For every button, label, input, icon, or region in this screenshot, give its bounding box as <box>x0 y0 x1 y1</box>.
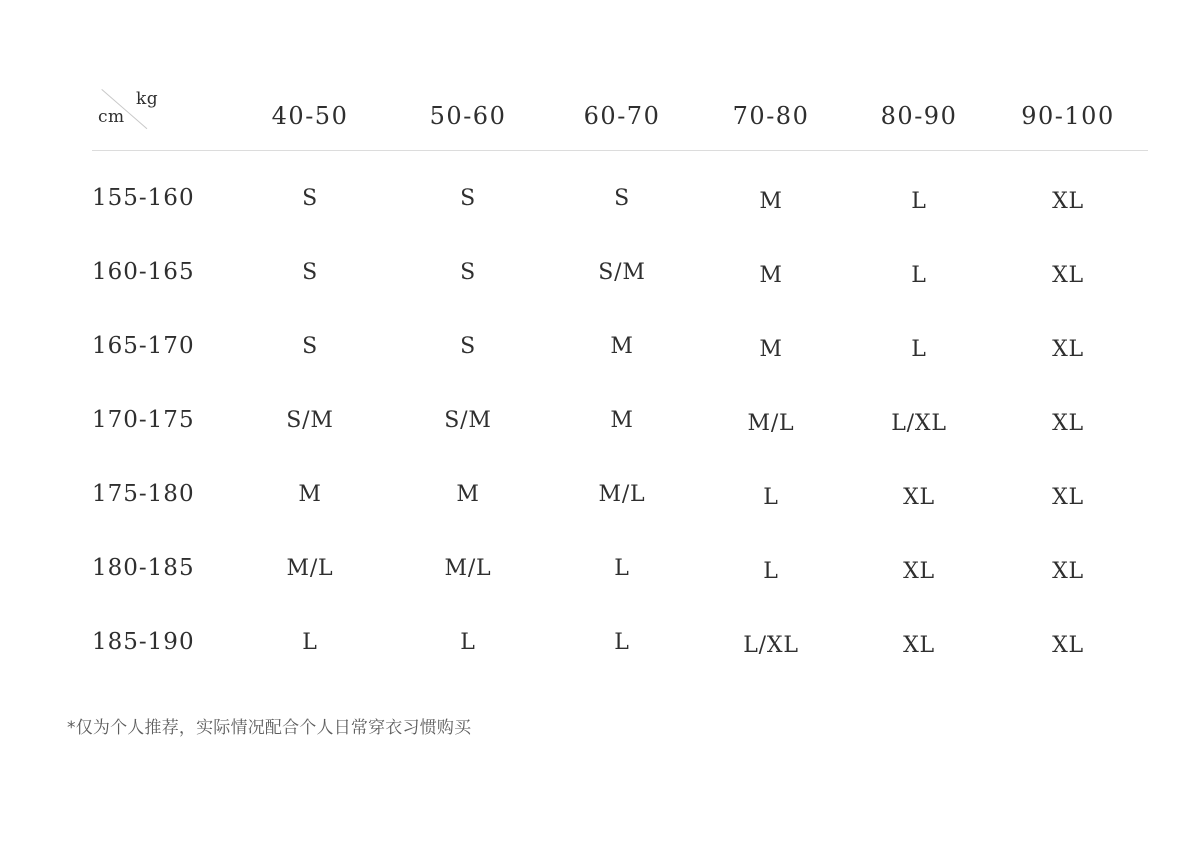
height-range-label: 160-165 <box>92 259 195 285</box>
size-cell: XL <box>903 633 935 658</box>
size-cell: L <box>911 189 927 214</box>
size-cell: XL <box>1052 559 1084 584</box>
recommendation-footnote: *仅为个人推荐，实际情况配合个人日常穿衣习惯购买 <box>67 718 472 738</box>
size-cell: XL <box>1052 411 1084 436</box>
table-row <box>92 535 1148 609</box>
weight-range-header: 60-70 <box>583 102 661 130</box>
table-header-row <box>92 74 1148 151</box>
size-cell: XL <box>1052 485 1084 510</box>
weight-range-header: 70-80 <box>732 102 810 130</box>
size-cell: M/L <box>598 482 646 507</box>
table-row <box>92 609 1148 683</box>
size-cell: M/L <box>444 556 492 581</box>
size-cell: S/M <box>444 408 492 433</box>
weight-range-header: 90-100 <box>1021 102 1115 130</box>
weight-range-header: 80-90 <box>880 102 958 130</box>
height-range-label: 165-170 <box>92 333 195 359</box>
size-cell: L <box>614 556 630 581</box>
size-cell: M <box>610 334 634 359</box>
size-cell: XL <box>903 559 935 584</box>
size-cell: L <box>763 559 779 584</box>
size-cell: S <box>302 260 318 285</box>
size-cell: M <box>610 408 634 433</box>
size-cell: XL <box>1052 633 1084 658</box>
size-cell: S <box>302 334 318 359</box>
size-cell: M/L <box>286 556 334 581</box>
size-cell: L <box>911 337 927 362</box>
size-cell: L/XL <box>743 633 799 658</box>
table-row <box>92 239 1148 313</box>
size-cell: S <box>460 334 476 359</box>
size-cell: S <box>614 186 630 211</box>
height-range-label: 180-185 <box>92 555 195 581</box>
size-cell: XL <box>1052 263 1084 288</box>
size-cell: L <box>302 630 318 655</box>
height-unit-label: cm <box>98 107 125 127</box>
size-cell: S/M <box>286 408 334 433</box>
size-cell: L <box>614 630 630 655</box>
weight-range-header: 50-60 <box>429 102 507 130</box>
size-cell: XL <box>1052 337 1084 362</box>
size-cell: XL <box>903 485 935 510</box>
size-cell: S <box>460 186 476 211</box>
size-cell: M/L <box>747 411 795 436</box>
size-cell: L <box>911 263 927 288</box>
height-range-label: 185-190 <box>92 629 195 655</box>
size-cell: L/XL <box>891 411 947 436</box>
height-range-label: 170-175 <box>92 407 195 433</box>
size-cell: S/M <box>598 260 646 285</box>
size-chart-table <box>92 74 1148 683</box>
table-body <box>92 165 1148 683</box>
size-cell: M <box>456 482 480 507</box>
weight-range-header: 40-50 <box>271 102 349 130</box>
size-cell: M <box>759 337 783 362</box>
size-cell: L <box>460 630 476 655</box>
size-cell: M <box>759 189 783 214</box>
table-row <box>92 165 1148 239</box>
size-cell: S <box>302 186 318 211</box>
table-row <box>92 313 1148 387</box>
height-range-label: 175-180 <box>92 481 195 507</box>
height-range-label: 155-160 <box>92 185 195 211</box>
weight-unit-label: kg <box>136 89 159 109</box>
size-cell: M <box>759 263 783 288</box>
size-cell: XL <box>1052 189 1084 214</box>
size-cell: S <box>460 260 476 285</box>
table-row <box>92 387 1148 461</box>
table-row <box>92 461 1148 535</box>
size-cell: L <box>763 485 779 510</box>
corner-unit-cell <box>92 74 232 150</box>
size-cell: M <box>298 482 322 507</box>
